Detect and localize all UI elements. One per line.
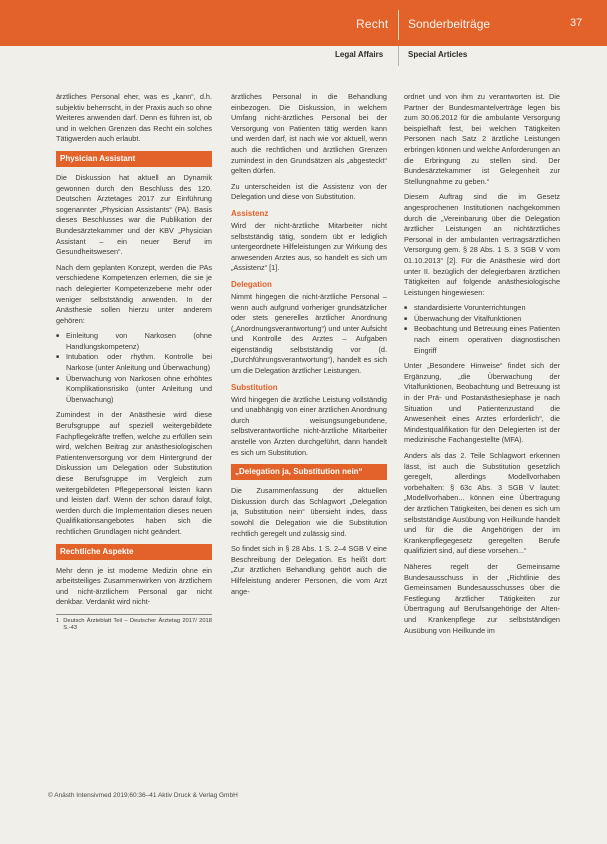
paragraph: Wird hingegen die ärztliche Leistung vollständig und unabhängig von einer ärztlichen Anordnung durch weisungsungebundene, selbstverantwortliche nicht-ärztliche Mitarbeiter anstelle von Ärzten durchgeführt, dann handelt es sich um Substitution. (231, 394, 387, 457)
footnote-text: Deutsch Ärzteblatt Teil – Deutscher Ärztetag 2017/ 2018 S.-43 (63, 617, 212, 632)
paragraph: ärztliches Personal in die Behandlung einbezogen. Die Diskussion, in welchem Umfang nicht-ärztliches Personal bei der Versorgung von Patienten tätig werden kann und werden darf, ist nach wie vor aktuell, wenn auch die rechtlichen und ärztlichen Grenzen zumindest in den Grundsätzen als „abgesteckt“ gelten dürfen. (231, 92, 387, 176)
bullet-list (56, 331, 212, 405)
list-item: ■ Beobachtung und Betreuung eines Patienten nach einem operativen diagnostischen Eingriff (404, 324, 560, 356)
paragraph: Nach dem geplanten Konzept, werden die PAs verschiedene Kompetenzen erlernen, die sie je nach delegierter Kompetenzebene mehr oder weniger selbstständig anwenden. In der Anästhesie sollen hierzu unter anderem gehören: (56, 262, 212, 325)
heading-assistenz: Assistenz (231, 208, 269, 218)
paragraph: Die Zusammenfassung der aktuellen Diskussion durch das Schlagwort „Delegation ja, Substitution nein“ übersieht indes, dass sowohl die Delegation wie die Substitution rechtlich geregelt und zulässig sind. (231, 486, 387, 538)
column-1 (56, 92, 212, 633)
paragraph: Zumindest in der Anästhesie wird diese Berufsgruppe auf speziell weitergebildete Fachpflegekräfte treffen, welche zu erfüllen sein wird, welchen Beitrag zur anästhesiologischen Patientenversorgung vor dem Hintergrund der Diskussion um Delegation oder Substitution diese Berufsgruppe im Vergleich zum weitergebildeten Pflegepersonal leisten kann und leisten darf. Wenn der schon darauf folgt, werden durch die Implementation dieses neuen Qualifikationsangebotes haben sich die rechtlichen Grundlagen nicht geändert. (56, 410, 212, 536)
heading-rechtliche-aspekte: Rechtliche Aspekte (56, 544, 212, 560)
heading-physician-assistant: Physician Assistant (56, 151, 212, 167)
list-item: ■ Überwachung von Narkosen ohne erhöhtes Komplikationsrisiko (unter Anleitung und Überwachung) (56, 374, 212, 406)
heading-delegation-ja: „Delegation ja, Substitution nein“ (231, 464, 387, 480)
header-band (0, 0, 607, 46)
list-item: ■ standardisierte Vorunterrichtungen (404, 303, 560, 314)
header-divider (398, 10, 399, 40)
page-number: 37 (570, 17, 583, 29)
paragraph: Näheres regelt der Gemeinsame Bundesausschuss in der „Richtlinie des Gemeinsamen Bundesausschusses über die Festlegung ärztlicher Tätigkeiten zur Übertragung auf Berufsangehörige der Alten- und Krankenpflege zur selbstständigen Ausübung von Heilkunde im (404, 561, 560, 635)
heading-delegation: Delegation (231, 279, 272, 289)
paragraph: ärztliches Personal eher, was es „kann“, d.h. subjektiv beherrscht, in der Praxis auch so ohne Weiteres anwenden darf. Denn es führen ist, ob und in welchen Grenzen das Recht ein solches Tätigwerden auch erlaubt. (56, 92, 212, 144)
paragraph: Die Diskussion hat aktuell an Dynamik gewonnen durch den Beschluss des 120. Deutschen Ärztetages 2017 zur Einführung sogenannter „Physician Assistants“ (PA). Basis dieses Beschlusses war die Publikation der Bundesärztekammer und der KBV „Physician Assistant – ein neuer Beruf im Gesundheitswesen“. (56, 172, 212, 257)
page-footer: © Anästh Intensivmed 2019;60:36–41 Aktiv Druck & Verlag GmbH (48, 792, 238, 799)
column-2 (231, 92, 387, 602)
list-item: ■ Einleitung von Narkosen (ohne Handlungskompetenz) (56, 331, 212, 352)
paragraph: So findet sich in § 28 Abs. 1 S. 2–4 SGB V eine Beschreibung der Delegation. Es heißt dort: „Zur ärztlichen Behandlung gehört auch die Hilfeleistung anderer Personen, die vom Arzt ange- (231, 544, 387, 596)
list-item: ■ Überwachung der Vitalfunktionen (404, 314, 560, 325)
paragraph: Zu unterscheiden ist die Assistenz von der Delegation und diese von Substitution. (231, 181, 387, 202)
footnote-mark: 1 (56, 617, 60, 624)
section-subtitle-en: Special Articles (408, 50, 468, 59)
paragraph: Anders als das 2. Teile Schlagwort erkennen lässt, ist auch die Substitution gesetzlich geregelt, allerdings Modellvorhaben vorbehalten: § 63c Abs. 3 SGB V lautet: „Modellvorhaben... können eine Übertragung der ärztlichen Tätigkeiten, bei denen es sich um selbstständige Ausübung von Heilkunde handelt und für die die Angehörigen der im Krankenpflegegesetz geregelten Berufe qualifiziert sind, auf diese vorsehen...“ (404, 451, 560, 556)
section-title-de: Recht (356, 17, 389, 31)
section-subtitle-de: Sonderbeiträge (408, 17, 491, 31)
paragraph: ordnet und von ihm zu verantworten ist. Die Partner der Bundesmantelverträge legen bis zum 30.06.2012 für die ambulante Versorgung beispielhaft fest, bei welchen Tätigkeiten Personen nach Satz 2 ärztliche Leistungen erbringen können und welche Anforderungen an die Erbringung zu stellen sind. Der Bundesärztekammer ist Gelegenheit zur Stellungnahme zu geben.“ (404, 92, 560, 186)
heading-substitution: Substitution (231, 382, 278, 392)
paragraph: Nimmt hingegen die nicht-ärztliche Personal – wenn auch aufgrund vorheriger grundsätzlicher oder stets generelles ärztlicher Anordnung („Anordnungsverantwortung“) und unter Aufsicht und Kontrolle des Arztes – Aufgaben eigenständig selbstständig vor (d. „Durchführungsverantwortung“), handelt es sich um die Delegation ärztlicher Leistungen. (231, 291, 387, 376)
paragraph: Wird der nicht-ärztliche Mitarbeiter nicht selbstständig tätig, sondern übt er lediglich untergeordnete Hilfeleistungen zur Wirkung des anwesenden Arztes aus, so handelt es sich um „Assistenz“ [1]. (231, 220, 387, 273)
paragraph: Diesem Auftrag sind die im Gesetz angesprochenen Institutionen nachgekommen durch die „Vereinbarung über die Delegation ärztlicher Leistungen an nichtärztliches Personal in der ambulanten vertragsärztlichen Versorgung gem. § 28 Abs. 1 S. 3 SGB V vom 01.10.2013“ [2]. Für die Anästhesie wird dort unter II. bezüglich der delegierbaren ärztlichen Tätigkeiten auf folgende anästhesiologische Leistungen hingewiesen: (404, 192, 560, 297)
subheader-divider (398, 46, 399, 66)
list-item: ■ Intubation oder rhythm. Kontrolle bei Narkose (unter Anleitung und Überwachung) (56, 352, 212, 373)
paragraph: Mehr denn je ist moderne Medizin ohne ein arbeitsteiliges Zusammenwirken von ärztlichem und nicht-ärztlichem Personal gar nicht denkbar. Verdankt wird nicht- (56, 565, 212, 607)
footnote (56, 614, 212, 633)
column-3 (404, 92, 560, 641)
paragraph: Unter „Besondere Hinweise“ findet sich der Ergänzung, „die Überwachung der Vitalfunktionen, Beobachtung und Betreuung ist in der Prä- und Postanästhesiephase je nach Situation und Patientenzustand die Anwesenheit eines Arztes erforderlich“, die Mindestqualifikation für den Delegierten ist der medizinische Fachangestellte (MFA). (404, 361, 560, 445)
section-title-en: Legal Affairs (335, 50, 384, 59)
bullet-list (404, 303, 560, 356)
